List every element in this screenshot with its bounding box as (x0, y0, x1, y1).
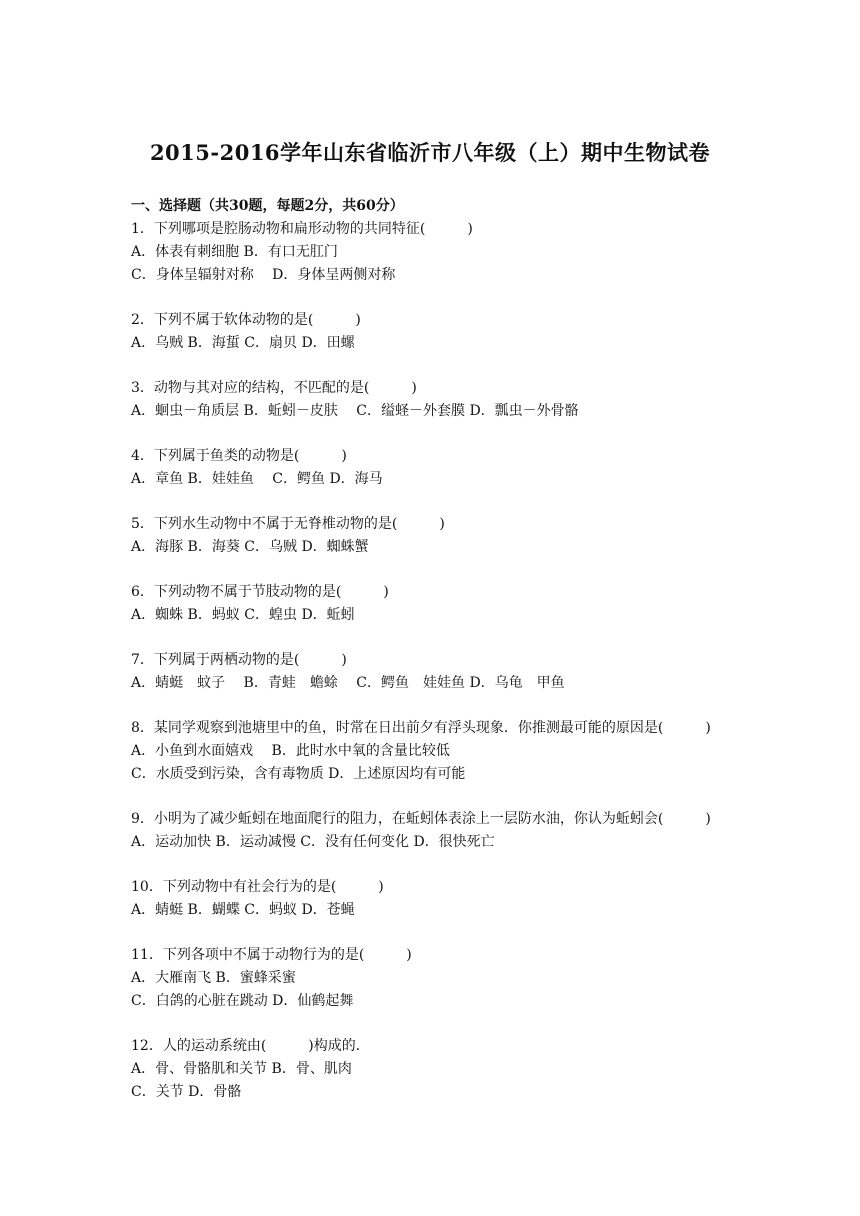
question-stem: 1．下列哪项是腔肠动物和扁形动物的共同特征( ) (131, 221, 473, 237)
question-stem: 2．下列不属于软体动物的是( ) (131, 312, 361, 328)
question-item (131, 808, 751, 854)
question-options: A．运动加快 B．运动减慢 C．没有任何变化 D．很快死亡 (131, 834, 495, 850)
question-options: A．海豚 B．海葵 C．乌贼 D．蜘蛛蟹 (131, 539, 369, 555)
question-item (131, 309, 751, 355)
question-stem: 7．下列属于两栖动物的是( ) (131, 652, 347, 668)
question-item (131, 944, 751, 1013)
question-item (131, 581, 751, 627)
question-options: A．蜘蛛 B．蚂蚁 C．蝗虫 D．蚯蚓 (131, 607, 355, 623)
question-stem: 11．下列各项中不属于动物行为的是( ) (131, 947, 412, 963)
question-stem: 5．下列水生动物中不属于无脊椎动物的是( ) (131, 516, 445, 532)
question-list (131, 218, 751, 1126)
question-stem: 6．下列动物不属于节肢动物的是( ) (131, 584, 389, 600)
question-item (131, 876, 751, 922)
question-item (131, 377, 751, 423)
question-item (131, 1035, 751, 1104)
question-item (131, 445, 751, 491)
question-options: C．白鸽的心脏在跳动 D．仙鹤起舞 (131, 993, 354, 1009)
question-options: C．水质受到污染，含有毒物质 D．上述原因均有可能 (131, 766, 466, 782)
question-options: A．体表有刺细胞 B．有口无肛门 (131, 244, 338, 260)
question-item (131, 218, 751, 287)
page-title: 2015-2016学年山东省临沂市八年级（上）期中生物试卷 (149, 140, 711, 165)
question-stem: 4．下列属于鱼类的动物是( ) (131, 448, 347, 464)
question-stem: 12．人的运动系统由( )构成的． (131, 1038, 370, 1054)
question-stem: 8．某同学观察到池塘里中的鱼，时常在日出前夕有浮头现象．你推测最可能的原因是( ) (131, 720, 711, 736)
question-options: A．章鱼 B．娃娃鱼 C．鳄鱼 D．海马 (131, 471, 383, 487)
question-stem: 3．动物与其对应的结构，不匹配的是( ) (131, 380, 417, 396)
question-stem: 10．下列动物中有社会行为的是( ) (131, 879, 384, 895)
question-options: A．骨、骨骼肌和关节 B．骨、肌肉 (131, 1061, 352, 1077)
question-item (131, 649, 751, 695)
question-options: A．大雁南飞 B．蜜蜂采蜜 (131, 970, 296, 986)
question-options: A．蜻蜓 B．蝴蝶 C．蚂蚁 D．苍蝇 (131, 902, 355, 918)
question-options: A．乌贼 B．海蜇 C．扇贝 D．田螺 (131, 335, 355, 351)
section-heading: 一、选择题（共30题，每题2分，共60分） (131, 198, 404, 214)
question-options: C．身体呈辐射对称 D．身体呈两侧对称 (131, 267, 396, 283)
question-options: C．关节 D．骨骼 (131, 1084, 242, 1100)
question-item (131, 717, 751, 786)
question-options: A．小鱼到水面嬉戏 B．此时水中氧的含量比较低 (131, 743, 450, 759)
question-options: A．蛔虫－角质层 B．蚯蚓－皮肤 C．缢蛏－外套膜 D．瓢虫－外骨骼 (131, 403, 579, 419)
question-stem: 9．小明为了减少蚯蚓在地面爬行的阻力，在蚯蚓体表涂上一层防水油，你认为蚯蚓会( ) (131, 811, 711, 827)
question-options: A．蜻蜓 蚊子 B．青蛙 蟾蜍 C．鳄鱼 娃娃鱼 D．乌龟 甲鱼 (131, 675, 565, 691)
question-item (131, 513, 751, 559)
